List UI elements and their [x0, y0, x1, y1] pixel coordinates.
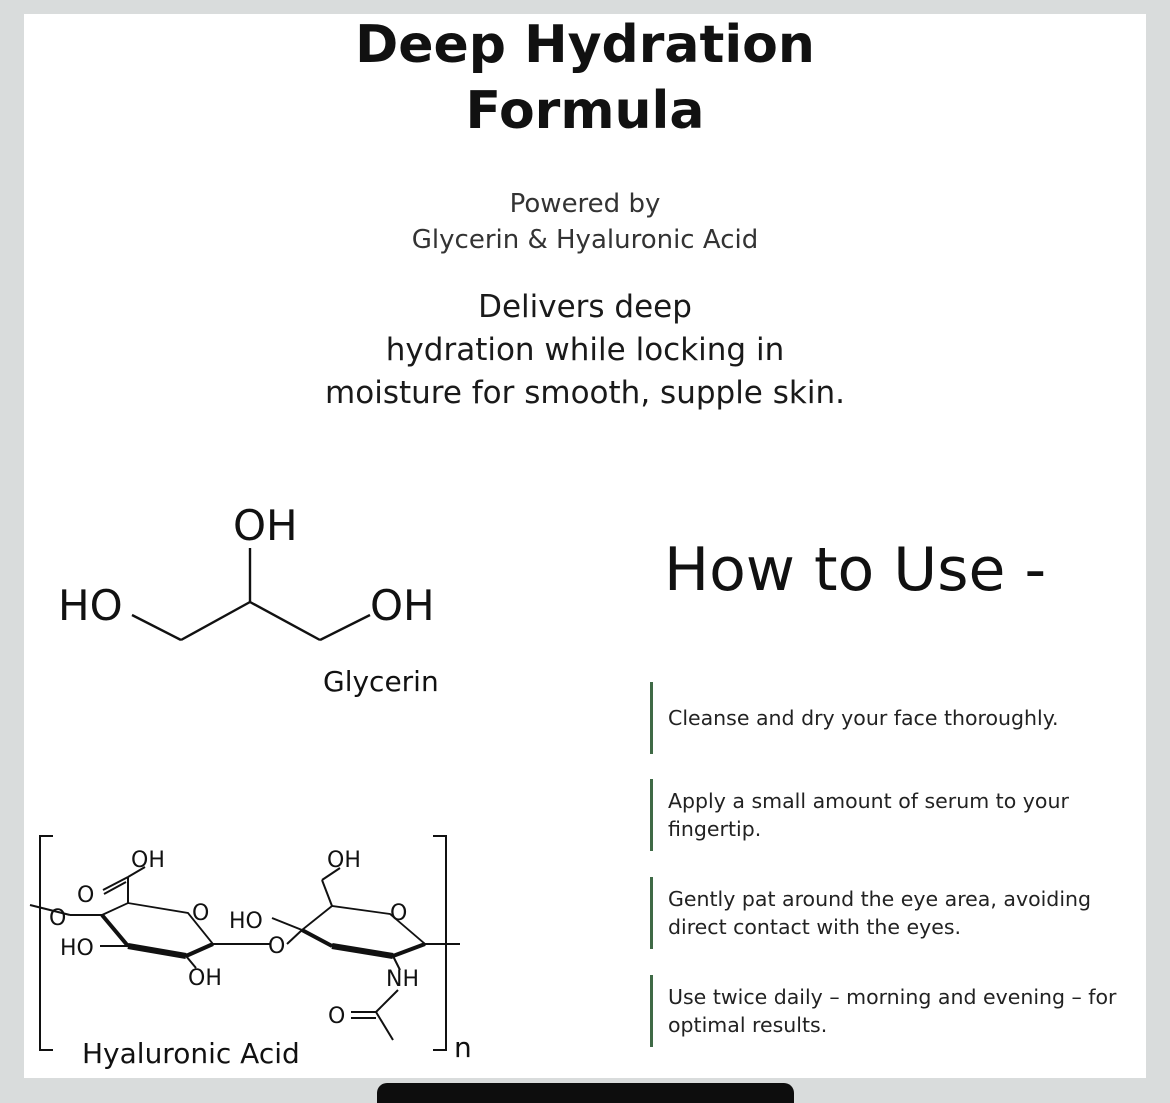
bottom-bar — [377, 1083, 794, 1103]
ha-ho-1: HO — [229, 909, 263, 934]
glycerin-caption: Glycerin — [323, 665, 439, 698]
ha-repeat-subscript: n — [454, 1031, 472, 1064]
ha-oh-2: OH — [327, 848, 361, 873]
title-line-1: Deep Hydration — [355, 15, 815, 75]
ha-o-ring-2: O — [390, 901, 408, 926]
ha-ho-2: HO — [60, 936, 94, 961]
glycerin-oh-right: OH — [370, 581, 435, 630]
ha-oh-3: OH — [188, 966, 222, 991]
glycerin-ho-left: HO — [58, 581, 123, 630]
ha-o-carbonyl-2: O — [328, 1004, 346, 1029]
glycerin-oh-top: OH — [233, 501, 298, 550]
ha-o-carbonyl-1: O — [77, 883, 95, 908]
ha-o-ring-1: O — [192, 901, 210, 926]
hyaluronic-acid-structure — [30, 836, 460, 1050]
title-line-2: Formula — [465, 81, 705, 141]
ha-o-link-mid: O — [268, 934, 286, 959]
step-2-text: Apply a small amount of serum to your fingertip. — [668, 789, 1069, 841]
step-3-text: Gently pat around the eye area, avoiding direct contact with the eyes. — [668, 887, 1092, 939]
ha-oh-1: OH — [131, 848, 165, 873]
hyaluronic-caption: Hyaluronic Acid — [82, 1037, 300, 1070]
step-2 — [650, 779, 1088, 851]
hyaluronic-labels — [49, 848, 419, 1029]
ha-o-link-left: O — [49, 906, 67, 931]
description-line-3: moisture for smooth, supple skin. — [325, 375, 845, 411]
step-4-text: Use twice daily – morning and evening – for optimal results. — [668, 985, 1117, 1037]
subtitle-line-2: Glycerin & Hyaluronic Acid — [411, 225, 759, 255]
how-to-use-heading: How to Use - — [664, 535, 1047, 605]
subtitle-line-1: Powered by — [509, 189, 661, 219]
ha-nh: NH — [386, 967, 419, 992]
description-line-1: Delivers deep — [478, 289, 692, 325]
step-3 — [650, 877, 1148, 949]
step-1 — [650, 682, 1168, 754]
glycerin-structure — [132, 548, 370, 640]
description-line-2: hydration while locking in — [385, 332, 785, 368]
step-1-text: Cleanse and dry your face thoroughly. — [668, 706, 1059, 730]
step-4 — [650, 975, 1148, 1047]
